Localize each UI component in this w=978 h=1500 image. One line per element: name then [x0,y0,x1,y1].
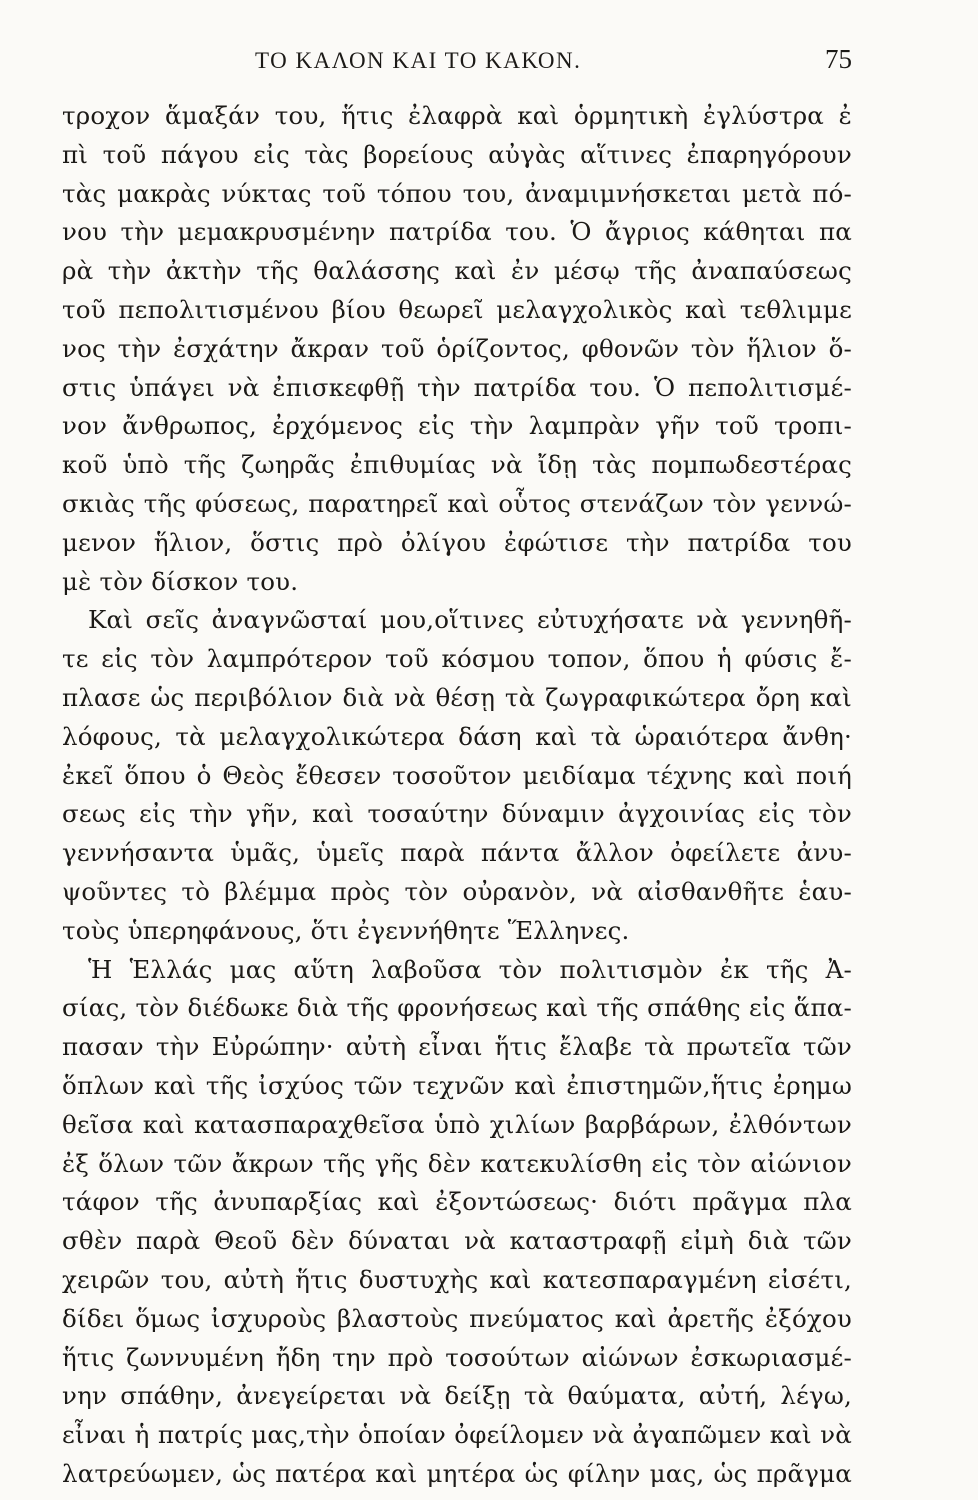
page-header [255,44,852,88]
text-line: μενον ἥλιον, ὅστις πρὸ ὀλίγου ἐφώτισε τὴν πατρίδα του [62,527,852,557]
text-line: ἥτις ζωννυμένη ἤδη την πρὸ τοσούτων αἰώνων ἐσκωριασμέ- [62,1342,852,1372]
text-line: πὶ τοῦ πάγου εἰς τὰς βορείους αὐγὰς αἵτινες ἐπαρηγόρουν [62,139,852,169]
text-line: σεως εἰς τὴν γῆν, καὶ τοσαύτην δύναμιν ἀγχοινίας εἰς τὸν [62,799,852,829]
text-line: ρὰ τὴν ἀκτὴν τῆς θαλάσσης καὶ ἐν μέσῳ τῆς ἀναπαύσεως [62,256,852,286]
text-line: λόφους, τὰ μελαγχολικώτερα δάση καὶ τὰ ὡραιότερα ἄνθη· [62,721,852,751]
text-line: ἐκεῖ ὅπου ὁ Θεὸς ἔθεσεν τοσοῦτον μειδίαμα τέχνης καὶ ποιή [62,760,852,790]
text-line: δίδει ὅμως ἰσχυροὺς βλαστοὺς πνεύματος καὶ ἀρετῆς ἐξόχου [62,1303,852,1333]
text-line: τε εἰς τὸν λαμπρότερον τοῦ κόσμου τοπον, ὅπου ἡ φύσις ἔ- [62,644,852,674]
text-line: λατρεύωμεν, ὡς πατέρα καὶ μητέρα ὡς φίλην μας, ὡς πρᾶγμα [62,1458,852,1488]
text-line: νος τὴν ἐσχάτην ἄκραν τοῦ ὁρίζοντος, φθονῶν τὸν ἥλιον ὅ- [62,333,852,363]
text-line: στις ὑπάγει νὰ ἐπισκεφθῇ τὴν πατρίδα του. Ὁ πεπολιτισμέ- [62,372,852,402]
text-line: γεννήσαντα ὑμᾶς, ὑμεῖς παρὰ πάντα ἄλλον ὀφείλετε ἀνυ- [62,838,852,868]
text-line: Καὶ σεῖς ἀναγνῶσταί μου,οἵτινες εὐτυχήσατε νὰ γεννηθῆ- [88,605,852,635]
text-line: Ἡ Ἑλλάς μας αὕτη λαβοῦσα τὸν πολιτισμὸν ἐκ τῆς Ἀ- [88,954,852,984]
text-line: θεῖσα καὶ κατασπαραχθεῖσα ὑπὸ χιλίων βαρβάρων, ἐλθόντων [62,1109,852,1139]
text-line: ψοῦντες τὸ βλέμμα πρὸς τὸν οὐρανὸν, νὰ αἰσθανθῆτε ἑαυ- [62,876,852,906]
text-line: εἶναι ἡ πατρίς μας,τὴν ὁποίαν ὀφείλομεν νὰ ἀγαπῶμεν καὶ νὰ [62,1420,852,1450]
text-line: νον ἄνθρωπος, ἐρχόμενος εἰς τὴν λαμπρὰν γῆν τοῦ τροπι- [62,411,852,441]
page-number: 75 [825,44,852,74]
text-line: τάφον τῆς ἀνυπαρξίας καὶ ἐξοντώσεως· διότι πρᾶγμα πλα [62,1187,852,1217]
text-line: τὰς μακρὰς νύκτας τοῦ τόπου του, ἀναμιμνήσκεται μετὰ πό- [62,178,852,208]
text-line: ἐξ ὅλων τῶν ἄκρων τῆς γῆς δὲν κατεκυλίσθη εἰς τὸν αἰώνιον [62,1148,852,1178]
text-line: σθὲν παρὰ Θεοῦ δὲν δύναται νὰ καταστραφῇ εἰμὴ διὰ τῶν [62,1226,852,1256]
text-line: πλασε ὡς περιβόλιον διὰ νὰ θέσῃ τὰ ζωγραφικώτερα ὄρη καὶ [62,682,852,712]
text-line: μὲ τὸν δίσκον του. [62,566,299,596]
text-line: ὅπλων καὶ τῆς ἰσχύος τῶν τεχνῶν καὶ ἐπιστημῶν,ἥτις ἐρημω [62,1070,852,1100]
text-line: σίας, τὸν διέδωκε διὰ τῆς φρονήσεως καὶ τῆς σπάθης εἰς ἅπα- [62,993,852,1023]
text-line: νου τὴν μεμακρυσμένην πατρίδα του. Ὁ ἄγριος κάθηται πα [62,217,852,247]
text-line: τοὺς ὑπερηφάνους, ὅτι ἐγεννήθητε Ἕλληνες. [62,915,630,945]
text-line: τοῦ πεπολιτισμένου βίου θεωρεῖ μελαγχολικὸς καὶ τεθλιμμε [62,294,852,324]
text-line: νην σπάθην, ἀνεγείρεται νὰ δείξῃ τὰ θαύματα, αὐτή, λέγω, [62,1381,852,1411]
text-line: τροχον ἅμαξάν του, ἥτις ἐλαφρὰ καὶ ὁρμητικὴ ἐγλύστρα ἐ [62,101,852,130]
text-line: κοῦ ὑπὸ τῆς ζωηρᾶς ἐπιθυμίας νὰ ἴδῃ τὰς πομπωδεστέρας [62,450,852,480]
text-line: σκιὰς τῆς φύσεως, παρατηρεῖ καὶ οὗτος στενάζων τὸν γεννώ- [62,488,852,518]
text-line: χειρῶν του, αὐτὴ ἥτις δυστυχὴς καὶ κατεσπαραγμένη εἰσέτι, [62,1264,852,1294]
running-title: ΤΟ ΚΑΛΟΝ ΚΑΙ ΤΟ ΚΑΚΟΝ. [255,48,582,73]
text-line: πασαν τὴν Εὐρώπην· αὐτὴ εἶναι ἥτις ἔλαβε τὰ πρωτεῖα τῶν [62,1032,852,1062]
body-text [62,97,852,1494]
